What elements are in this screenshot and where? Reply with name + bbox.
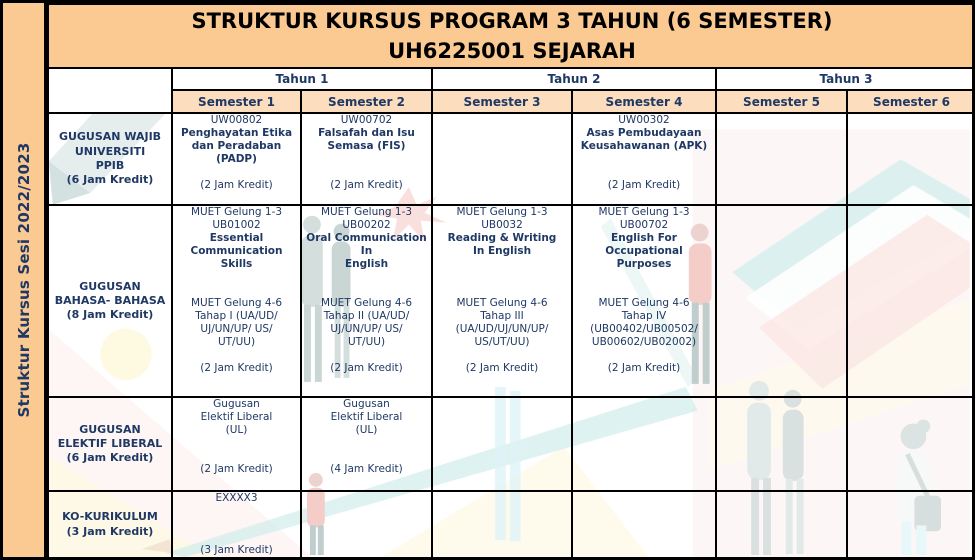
course-text-line: MUET Gelung 4-6 [598, 297, 690, 309]
cell-ko-kurikulum-semester-2 [301, 491, 432, 558]
course-text-line: UW00802 [210, 114, 263, 126]
course-text-line: MUET Gelung 1-3 [320, 206, 413, 218]
cell-gugusan-bahasa-bahasa-semester-3 [432, 205, 572, 397]
cell-ko-kurikulum-semester-5 [716, 491, 847, 558]
course-text-line: UB00202 [342, 219, 391, 231]
course-text-line: English For [611, 232, 677, 244]
course-text-line: In English [472, 245, 532, 257]
semester-header-2: Semester 2 [301, 90, 432, 113]
spacer-line [433, 258, 571, 271]
course-text-line: (UL) [225, 424, 248, 436]
table-row-gugusan-bahasa-bahasa [48, 205, 975, 397]
title-line-2: UH6225001 SEJARAH [388, 39, 636, 63]
course-text-line: Falsafah dan Isu [318, 127, 415, 139]
course-text-line: Tahap I (UA/UD/ [195, 310, 278, 322]
course-text-line: UJ/UN/UP/ US/ [330, 323, 403, 335]
course-text-line: Asas Pembudayaan [586, 127, 702, 139]
row-label-line: UNIVERSITI [74, 144, 146, 158]
table-row-gugusan-elektif-liberal [48, 397, 975, 491]
spacer-line [302, 284, 431, 297]
semester-header-3: Semester 3 [432, 90, 572, 113]
course-text-line: Essential [209, 232, 264, 244]
table-header-section [48, 4, 975, 113]
table-area [47, 3, 975, 557]
cell-gugusan-wajib-universiti-ppib-semester-4 [572, 113, 716, 205]
spacer-line [433, 349, 571, 362]
course-text-line: Tahap III [480, 310, 524, 322]
row-label-line: GUGUSAN [79, 422, 141, 436]
spacer-line [173, 437, 300, 450]
cell-gugusan-elektif-liberal-semester-2 [301, 397, 432, 491]
course-text-line: Communication [190, 245, 283, 257]
spacer-line [173, 166, 300, 179]
course-text-line: UW00302 [618, 114, 670, 126]
course-text-line: Elektif Liberal [330, 411, 403, 423]
spacer-line [173, 349, 300, 362]
course-text-line: MUET Gelung 4-6 [190, 297, 283, 309]
spacer-line [173, 505, 300, 518]
row-label-gugusan-bahasa-bahasa [48, 205, 172, 397]
course-text-line: Oral Communication [306, 232, 427, 244]
spacer-line [302, 437, 431, 450]
course-text-line: (4 Jam Kredit) [330, 463, 403, 475]
cell-ko-kurikulum-semester-3 [432, 491, 572, 558]
course-table-body [48, 113, 975, 558]
course-text-line: UB00602/UB02002) [591, 336, 697, 348]
row-label-line: (3 Jam Kredit) [66, 524, 154, 538]
course-text-line: MUET Gelung 1-3 [598, 206, 690, 218]
course-text-line: (3 Jam Kredit) [200, 544, 273, 556]
course-text-line: MUET Gelung 4-6 [320, 297, 413, 309]
course-text-line: UW00702 [340, 114, 393, 126]
course-text-line: Gugusan [213, 398, 260, 410]
course-text-line: (2 Jam Kredit) [200, 463, 273, 475]
layout [3, 3, 972, 557]
session-sidebar [3, 3, 47, 557]
row-label-line: GUGUSAN WAJIB [58, 130, 162, 144]
corner-cell [48, 68, 172, 113]
course-text-line: MUET Gelung 4-6 [456, 297, 548, 309]
cell-ko-kurikulum-semester-6 [847, 491, 975, 558]
course-text-line: Skills [220, 258, 253, 270]
semester-header-4: Semester 4 [572, 90, 716, 113]
title-row [48, 4, 975, 68]
course-text-line: (2 Jam Kredit) [330, 179, 403, 191]
course-text-line: (UB00402/UB00502/ [590, 323, 698, 335]
course-text-line: Reading & Writing [447, 232, 557, 244]
course-text-line: Tahap II (UA/UD/ [323, 310, 410, 322]
row-label-ko-kurikulum [48, 491, 172, 558]
cell-ko-kurikulum-semester-4 [572, 491, 716, 558]
course-text-line: (2 Jam Kredit) [465, 362, 539, 374]
course-text-line: (2 Jam Kredit) [330, 362, 403, 374]
cell-gugusan-elektif-liberal-semester-6 [847, 397, 975, 491]
course-text-line: Elektif Liberal [200, 411, 273, 423]
spacer-line [302, 153, 431, 166]
spacer-line [573, 271, 715, 284]
course-text-line: Purposes [616, 258, 672, 270]
spacer-line [433, 271, 571, 284]
row-label-line: (6 Jam Kredit) [66, 451, 154, 465]
spacer-line [573, 284, 715, 297]
course-text-line: (2 Jam Kredit) [200, 362, 273, 374]
cell-gugusan-bahasa-bahasa-semester-2 [301, 205, 432, 397]
course-text-line: Gugusan [343, 398, 390, 410]
cell-gugusan-elektif-liberal-semester-1 [172, 397, 301, 491]
semester-header-1: Semester 1 [172, 90, 301, 113]
year-header-tahun-2: Tahun 2 [432, 68, 716, 90]
table-row-ko-kurikulum [48, 491, 975, 558]
course-text-line: UT/UU) [217, 336, 256, 348]
course-structure-table [47, 3, 975, 559]
row-label-line: (6 Jam Kredit) [66, 173, 154, 187]
title-line-1: STRUKTUR KURSUS PROGRAM 3 TAHUN (6 SEMESTER) [191, 8, 833, 33]
course-text-line: dan Peradaban [191, 140, 282, 152]
cell-gugusan-bahasa-bahasa-semester-1 [172, 205, 301, 397]
table-row-gugusan-wajib-universiti-ppib [48, 113, 975, 205]
course-text-line: English [344, 258, 389, 270]
row-label-line: PPIB [95, 159, 125, 172]
row-label-line: KO-KURIKULUM [62, 510, 158, 524]
cell-gugusan-wajib-universiti-ppib-semester-1 [172, 113, 301, 205]
row-label-gugusan-wajib-universiti-ppib [48, 113, 172, 205]
course-text-line: (2 Jam Kredit) [607, 362, 681, 374]
cell-gugusan-bahasa-bahasa-semester-4 [572, 205, 716, 397]
spacer-line [173, 531, 300, 544]
row-label-line: (8 Jam Kredit) [66, 308, 154, 322]
semester-header-5: Semester 5 [716, 90, 847, 113]
cell-gugusan-bahasa-bahasa-semester-5 [716, 205, 847, 397]
course-text-line: (2 Jam Kredit) [200, 179, 273, 191]
cell-gugusan-wajib-universiti-ppib-semester-5 [716, 113, 847, 205]
cell-gugusan-elektif-liberal-semester-4 [572, 397, 716, 491]
row-label-line: GUGUSAN [79, 279, 141, 293]
course-text-line: UT/UU) [347, 336, 386, 348]
cell-gugusan-wajib-universiti-ppib-semester-3 [432, 113, 572, 205]
course-text-line: EXXXX3 [215, 492, 258, 504]
spacer-line [173, 518, 300, 531]
course-text-line: Keusahawanan (APK) [580, 140, 708, 152]
spacer-line [302, 166, 431, 179]
year-header-tahun-3: Tahun 3 [716, 68, 975, 90]
spacer-line [573, 153, 715, 166]
spacer-line [302, 349, 431, 362]
course-text-line: US/UT/UU) [474, 336, 530, 348]
course-text-line: In [360, 245, 373, 257]
cell-gugusan-wajib-universiti-ppib-semester-6 [847, 113, 975, 205]
spacer-line [433, 284, 571, 297]
semester-header-row [48, 90, 975, 113]
course-text-line: Semasa (FIS) [327, 140, 406, 152]
cell-gugusan-elektif-liberal-semester-3 [432, 397, 572, 491]
spacer-line [173, 450, 300, 463]
course-text-line: (UA/UD/UJ/UN/UP/ [455, 323, 549, 335]
row-label-gugusan-elektif-liberal [48, 397, 172, 491]
spacer-line [573, 349, 715, 362]
course-text-line: (PADP) [216, 153, 257, 165]
semester-header-6: Semester 6 [847, 90, 975, 113]
cell-gugusan-elektif-liberal-semester-5 [716, 397, 847, 491]
course-text-line: MUET Gelung 1-3 [190, 206, 283, 218]
spacer-line [173, 271, 300, 284]
course-text-line: MUET Gelung 1-3 [456, 206, 548, 218]
spacer-line [573, 166, 715, 179]
spacer-line [302, 271, 431, 284]
spacer-line [173, 284, 300, 297]
course-text-line: UB00702 [619, 219, 669, 231]
course-text-line: (UL) [355, 424, 378, 436]
year-header-tahun-1: Tahun 1 [172, 68, 432, 90]
row-label-line: ELEKTIF LIBERAL [57, 436, 163, 450]
year-header-row [48, 68, 975, 90]
course-text-line: UJ/UN/UP/ US/ [200, 323, 273, 335]
course-text-line: (2 Jam Kredit) [607, 179, 681, 191]
course-text-line: UB01002 [212, 219, 261, 231]
session-label: Struktur Kursus Sesi 2022/2023 [14, 142, 33, 418]
row-label-line: BAHASA- BAHASA [54, 293, 166, 307]
course-text-line: UB0032 [481, 219, 523, 231]
course-text-line: Tahap IV [621, 310, 667, 322]
course-text-line: Penghayatan Etika [180, 127, 293, 139]
page-title [48, 4, 975, 68]
spacer-line [302, 450, 431, 463]
cell-ko-kurikulum-semester-1 [172, 491, 301, 558]
cell-gugusan-bahasa-bahasa-semester-6 [847, 205, 975, 397]
course-text-line: Occupational [605, 245, 683, 257]
cell-gugusan-wajib-universiti-ppib-semester-2 [301, 113, 432, 205]
